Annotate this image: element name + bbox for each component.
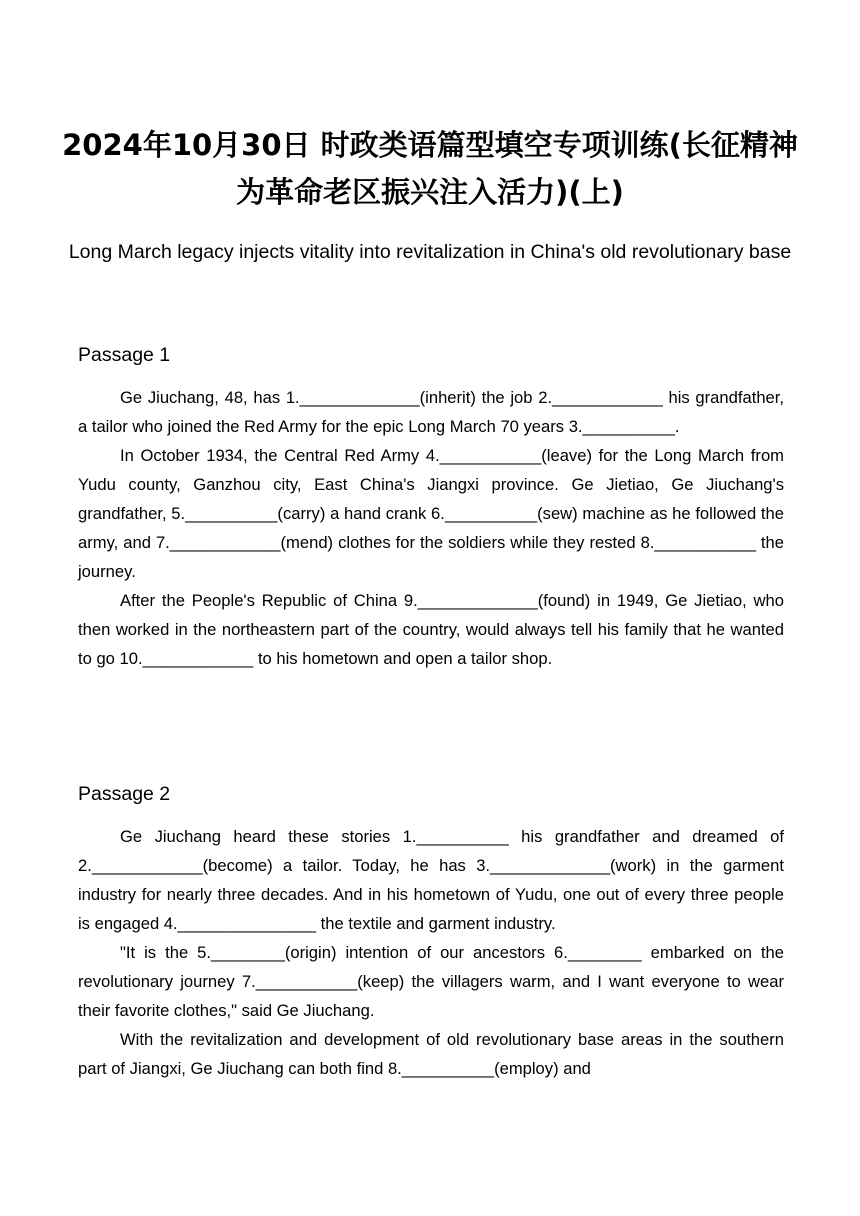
- passage-2-heading: Passage 2: [78, 783, 171, 805]
- paragraph: Ge Jiuchang, 48, has 1._____________(inherit) the job 2.____________ his grandfather, a tailor who joined the Red Army for the epic Long March 70 years 3.__________.: [78, 388, 784, 436]
- passage-1-heading: Passage 1: [78, 344, 171, 366]
- document-title: 2024年10月30日 时政类语篇型填空专项训练(长征精神为革命老区振兴注入活力)(上): [62, 128, 798, 209]
- paragraph: With the revitalization and development of old revolutionary base areas in the southern part of Jiangxi, Ge Jiuchang can both find 8.__________(employ) and: [78, 1030, 784, 1078]
- paragraph: In October 1934, the Central Red Army 4.___________(leave) for the Long March from Yudu county, Ganzhou city, East China's Jiangxi province. Ge Jietiao, Ge Jiuchang's grandfather, 5.__________(carry) a hand crank 6.__________(sew) machine as he followed the army, and 7.____________(mend) clothes for the soldiers while they rested 8.___________ the journey.: [78, 446, 784, 581]
- paragraph: Ge Jiuchang heard these stories 1.__________ his grandfather and dreamed of 2.____________(become) a tailor. Today, he has 3._____________(work) in the garment industry for nearly three decades. And in his hometown of Yudu, one out of every three people is engaged 4._______________ the textile and garment industry.: [78, 827, 784, 933]
- passage-2-body: [78, 822, 784, 1083]
- document-subtitle: Long March legacy injects vitality into revitalization in China's old revolutionary base: [68, 241, 792, 263]
- paragraph: "It is the 5.________(origin) intention of our ancestors 6.________ embarked on the revolutionary journey 7.___________(keep) the villagers warm, and I want everyone to wear their favorite clothes," said Ge Jiuchang.: [78, 943, 784, 1020]
- paragraph: After the People's Republic of China 9._____________(found) in 1949, Ge Jietiao, who then worked in the northeastern part of the country, would always tell his family that he wanted to go 10.____________ to his hometown and open a tailor shop.: [78, 591, 784, 668]
- passage-1-body: [78, 383, 784, 673]
